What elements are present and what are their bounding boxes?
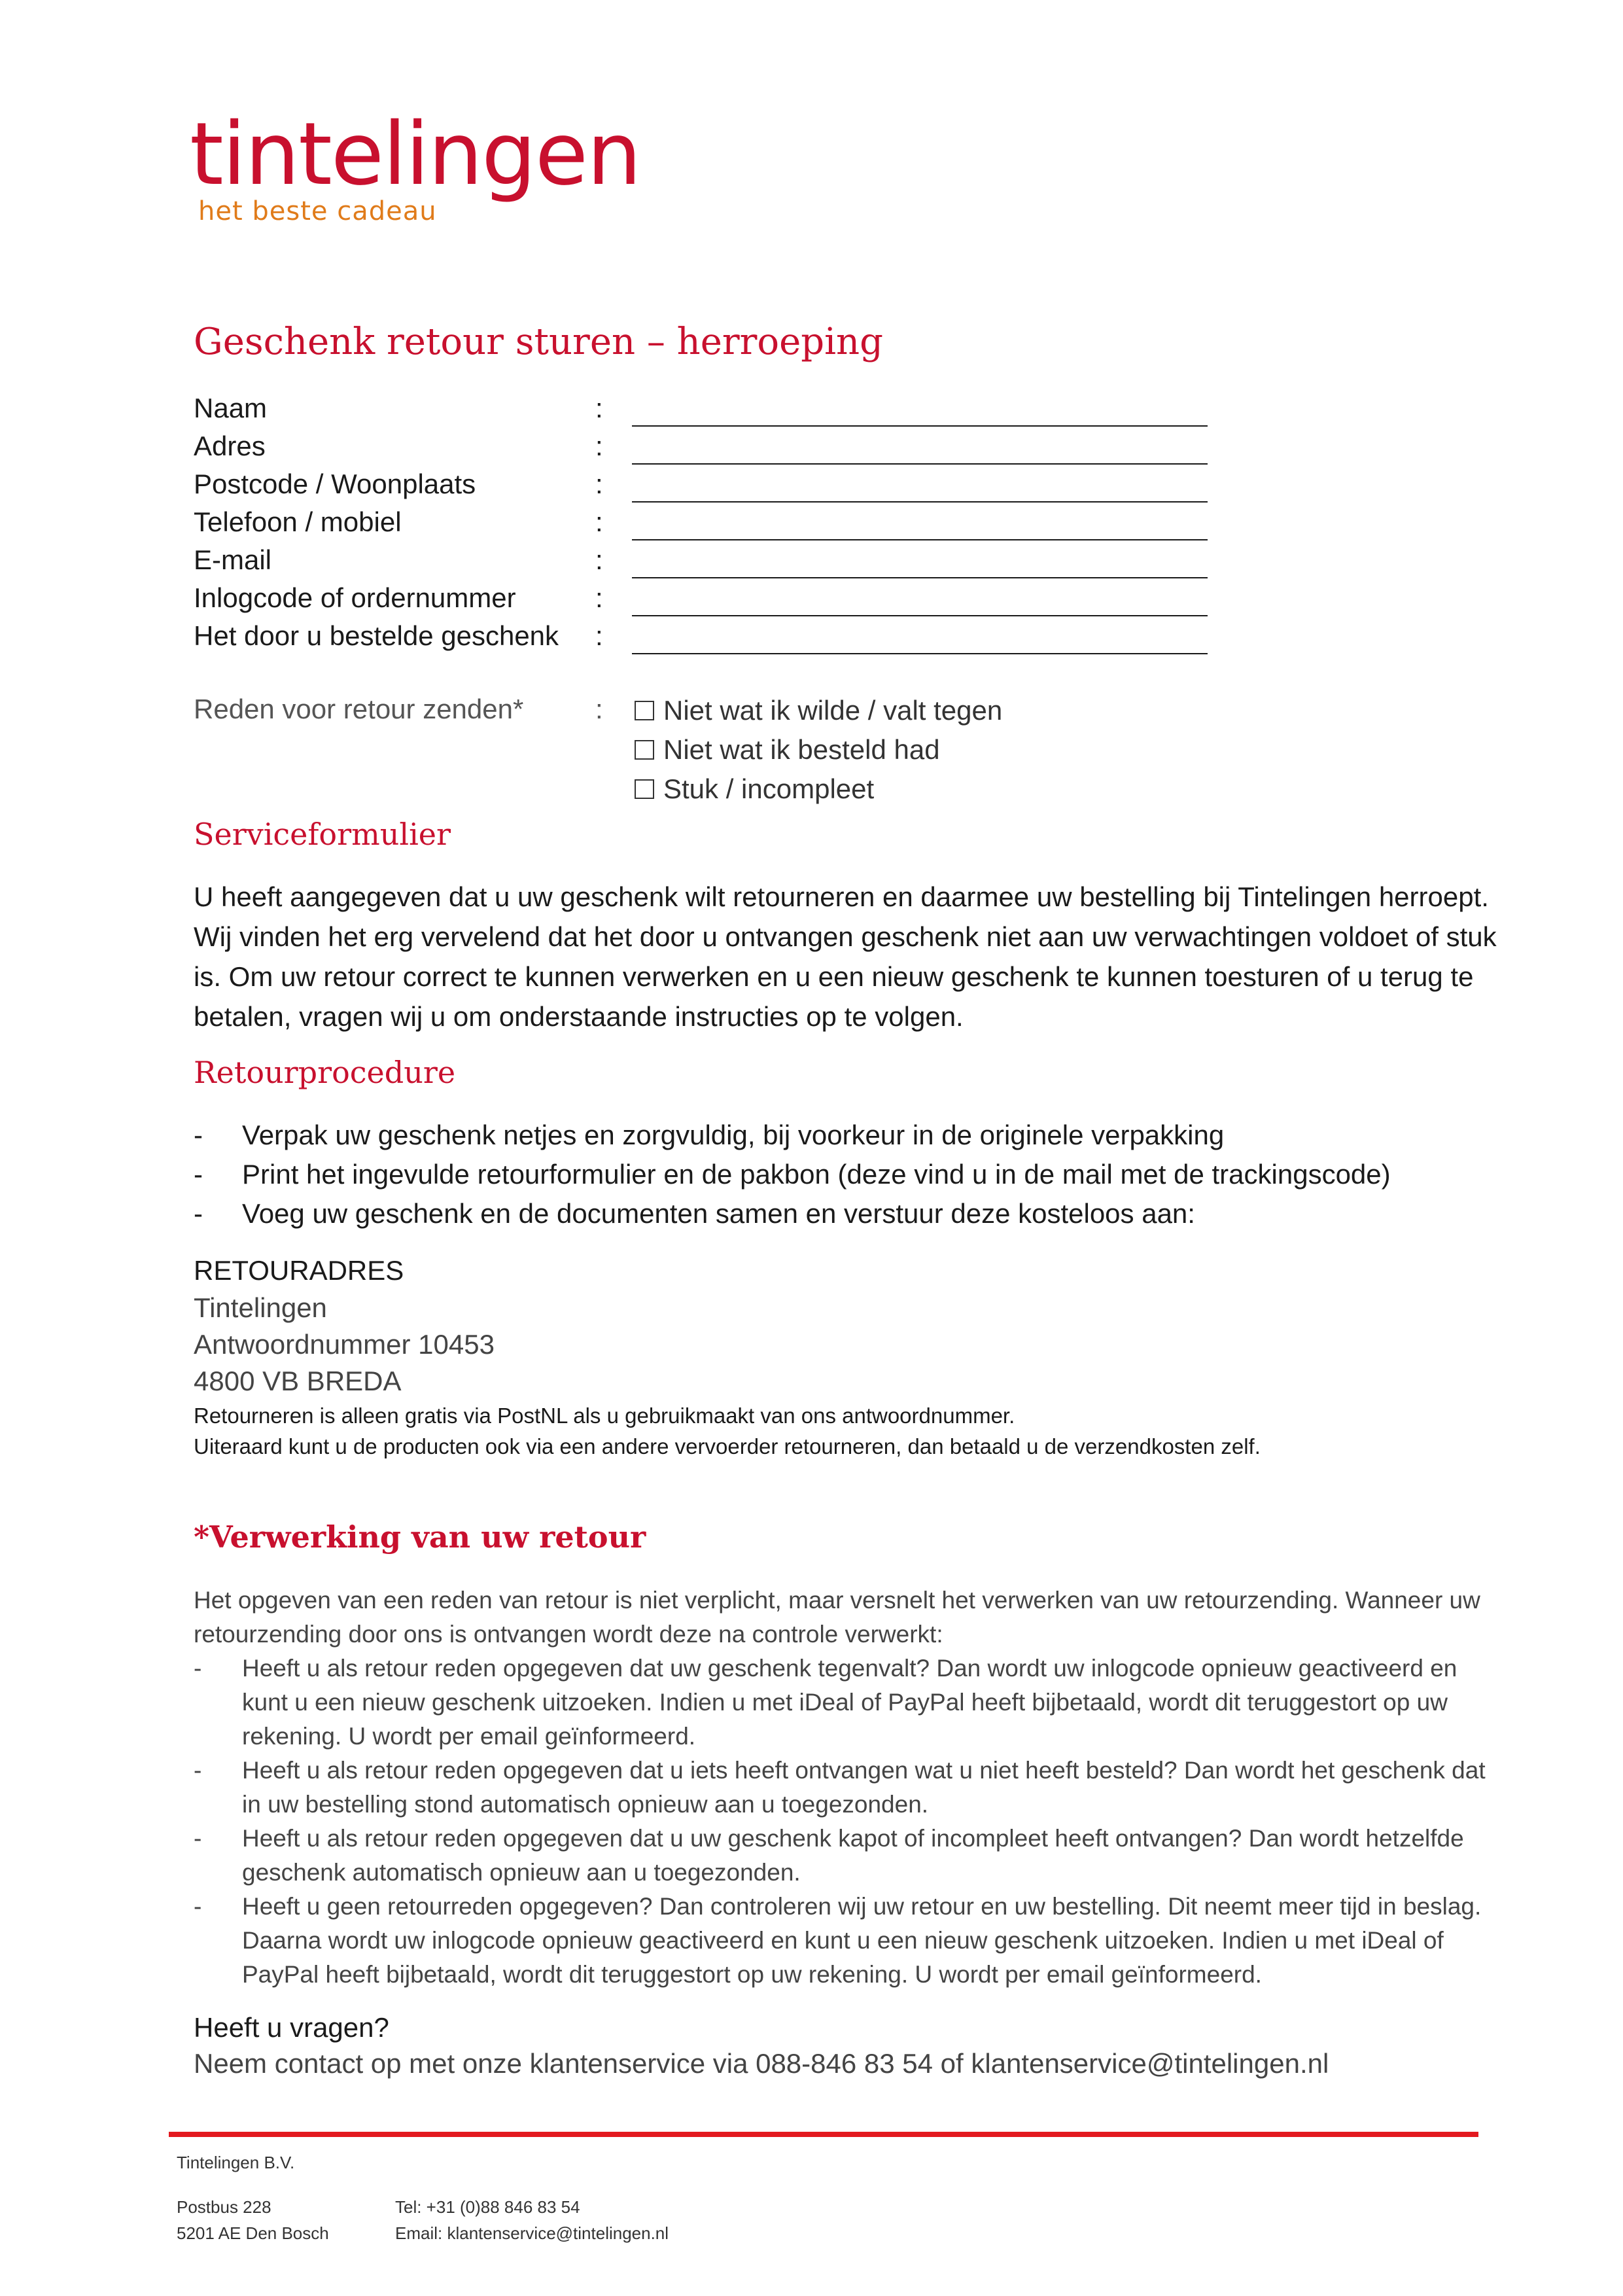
inlogcode-input-line[interactable]	[632, 615, 1208, 616]
list-item	[194, 1194, 1502, 1233]
footer-divider	[169, 2132, 1478, 2137]
list-item	[194, 1890, 1502, 1992]
postcode-input-line[interactable]	[632, 501, 1208, 503]
field-label-geschenk: Het door u bestelde geschenk	[194, 620, 559, 651]
list-dash: -	[194, 1159, 203, 1190]
field-colon: :	[595, 506, 603, 537]
list-item-text: Voeg uw geschenk en de documenten samen en verstuur deze kosteloos aan:	[242, 1198, 1195, 1229]
footer-email-link[interactable]: Email: klantenservice@tintelingen.nl	[395, 2223, 669, 2243]
email-input-line[interactable]	[632, 577, 1208, 578]
list-dash: -	[194, 1893, 202, 1920]
field-colon: :	[595, 468, 603, 499]
address-line: Antwoordnummer 10453	[194, 1329, 495, 1360]
checkbox-icon[interactable]	[635, 740, 654, 760]
field-label-adres: Adres	[194, 431, 266, 461]
address-note: Uiteraard kunt u de producten ook via een andere vervoerder retourneren, dan betaald u de verzendkosten zelf.	[194, 1434, 1261, 1458]
geschenk-input-line[interactable]	[632, 653, 1208, 654]
field-label-inlogcode: Inlogcode of ordernummer	[194, 582, 516, 613]
logo-tagline: het beste cadeau	[198, 196, 437, 226]
field-label-postcode: Postcode / Woonplaats	[194, 468, 476, 499]
checkbox-icon[interactable]	[635, 701, 654, 720]
list-item-text: Print het ingevulde retourformulier en de pakbon (deze vind u in de mail met de trackingscode)	[242, 1159, 1391, 1190]
service-heading: Serviceformulier	[194, 817, 451, 852]
list-item-text: Heeft u geen retourreden opgegeven? Dan controleren wij uw retour en uw bestelling. Dit neemt meer tijd in beslag. Daarna wordt uw inlogcode opnieuw geactiveerd en kunt u een nieuw geschenk uitzoeken. Indien u met iDeal of PayPal heeft bijbetaald, wordt dit teruggestort op uw rekening. U wordt per email geïnformeerd.	[242, 1893, 1482, 1988]
telefoon-input-line[interactable]	[632, 539, 1208, 540]
reason-option-label: Stuk / incompleet	[663, 773, 875, 804]
field-colon: :	[595, 582, 603, 613]
procedure-list	[194, 1116, 1502, 1233]
vragen-contact-text: Neem contact op met onze klantenservice via 088-846 83 54 of klantenservice@tintelingen.nl	[194, 2048, 1329, 2079]
footer-postbus: Postbus 228	[177, 2197, 271, 2217]
field-colon: :	[595, 694, 603, 724]
list-dash: -	[194, 1757, 202, 1784]
address-line: 4800 VB BREDA	[194, 1366, 402, 1396]
list-item-text: Heeft u als retour reden opgegeven dat u uw geschenk kapot of incompleet heeft ontvangen? Dan wordt hetzelfde geschenk automatisch opnieuw aan u toegezonden.	[242, 1825, 1464, 1886]
list-dash: -	[194, 1655, 202, 1682]
verwerking-intro: Het opgeven van een reden van retour is niet verplicht, maar versnelt het verwerken van uw retourzending. Wanneer uw retourzending door ons is ontvangen wordt deze na controle verwerkt:	[194, 1587, 1480, 1648]
list-item-text: Heeft u als retour reden opgegeven dat u iets heeft ontvangen wat u niet heeft besteld? Dan wordt het geschenk dat in uw bestelling stond automatisch opnieuw aan u toegezonden.	[242, 1757, 1486, 1818]
logo-wordmark: tintelingen	[190, 104, 640, 205]
service-paragraph: U heeft aangegeven dat u uw geschenk wilt retourneren en daarmee uw bestelling bij Tintelingen herroept. Wij vinden het erg vervelend dat het door u ontvangen geschenk niet aan uw verwachtingen voldoet of stuk is. Om uw retour correct te kunnen verwerken en u een nieuw geschenk te kunnen toesturen of u terug te betalen, vragen wij u om onderstaande instructies op te volgen.	[194, 881, 1497, 1032]
verwerking-heading: *Verwerking van uw retour	[194, 1519, 646, 1555]
address-note: Retourneren is alleen gratis via PostNL als u gebruikmaakt van ons antwoordnummer.	[194, 1404, 1015, 1428]
field-label-naam: Naam	[194, 393, 268, 423]
reason-label: Reden voor retour zenden*	[194, 694, 524, 724]
field-colon: :	[595, 431, 603, 461]
reason-option-label: Niet wat ik wilde / valt tegen	[663, 695, 1003, 726]
list-item-text: Heeft u als retour reden opgegeven dat uw geschenk tegenvalt? Dan wordt uw inlogcode opnieuw geactiveerd en kunt u een nieuw geschenk uitzoeken. Indien u met iDeal of PayPal heeft bijbetaald, wordt dit teruggestort op uw rekening. U wordt per email geïnformeerd.	[242, 1655, 1457, 1750]
footer-company: Tintelingen B.V.	[177, 2153, 295, 2172]
reason-option-stuk[interactable]	[635, 773, 874, 805]
checkbox-icon[interactable]	[635, 779, 654, 799]
list-dash: -	[194, 1120, 203, 1150]
page-title: Geschenk retour sturen – herroeping	[194, 321, 883, 363]
reason-option-valt-tegen[interactable]	[635, 695, 1002, 726]
footer-phone: Tel: +31 (0)88 846 83 54	[395, 2197, 580, 2217]
reason-option-label: Niet wat ik besteld had	[663, 734, 940, 765]
field-colon: :	[595, 544, 603, 575]
list-item	[194, 1155, 1502, 1194]
list-item-text: Verpak uw geschenk netjes en zorgvuldig, bij voorkeur in de originele verpakking	[242, 1120, 1225, 1150]
field-label-telefoon: Telefoon / mobiel	[194, 506, 402, 537]
list-item	[194, 1116, 1502, 1155]
naam-input-line[interactable]	[632, 425, 1208, 427]
list-item	[194, 1822, 1502, 1890]
field-colon: :	[595, 620, 603, 651]
field-label-email: E-mail	[194, 544, 272, 575]
address-heading: RETOURADRES	[194, 1255, 404, 1286]
address-line: Tintelingen	[194, 1292, 327, 1323]
footer-city: 5201 AE Den Bosch	[177, 2223, 329, 2243]
verwerking-list	[194, 1651, 1502, 1992]
field-colon: :	[595, 393, 603, 423]
reason-option-niet-besteld[interactable]	[635, 734, 940, 766]
list-item	[194, 1651, 1502, 1754]
list-dash: -	[194, 1825, 202, 1852]
list-item	[194, 1754, 1502, 1822]
vragen-heading: Heeft u vragen?	[194, 2012, 389, 2043]
procedure-heading: Retourprocedure	[194, 1055, 456, 1090]
list-dash: -	[194, 1198, 203, 1229]
adres-input-line[interactable]	[632, 463, 1208, 465]
